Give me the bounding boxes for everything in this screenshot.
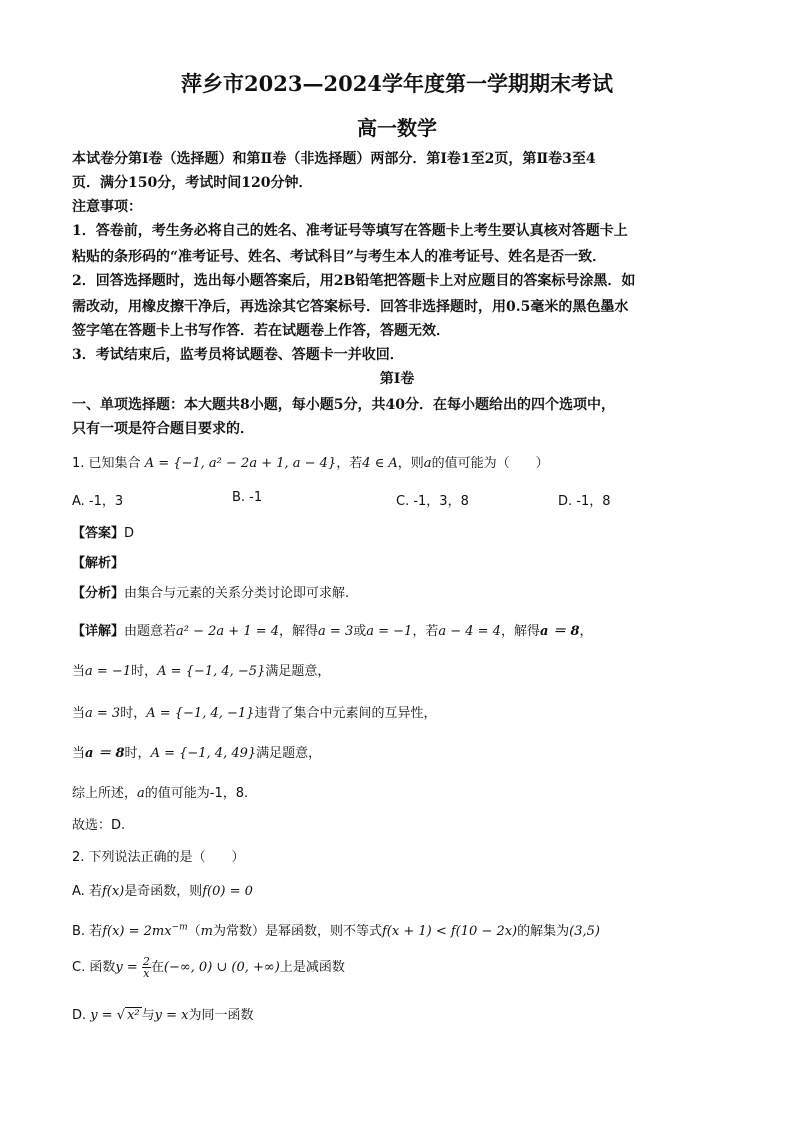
fraction — [142, 956, 151, 979]
text-fragment: 为同一函数 — [188, 1008, 254, 1023]
sqrt-sign: √ — [116, 1008, 126, 1023]
equation: y = — [90, 1008, 113, 1023]
numerator: 2 — [142, 955, 150, 968]
text-fragment: 的解集为 — [517, 924, 570, 939]
text-fragment: 时， — [124, 746, 151, 761]
text-fragment: D. — [72, 1008, 91, 1023]
q1-summary — [72, 782, 248, 801]
notice-item: 2．回答选择题时，选出每小题答案后，用2B铅笔把答题卡上对应题目的答案标号涂黑．如 — [72, 273, 636, 289]
text-fragment: B. 若 — [72, 924, 103, 939]
radicand: x² — [127, 1008, 140, 1023]
equation: (3,5) — [569, 924, 600, 939]
text-fragment: A. 若 — [72, 884, 102, 899]
q2-option-d — [72, 1004, 254, 1023]
q1-suffix: ，则 — [397, 456, 424, 471]
equation: a − 4 = 4 — [438, 624, 501, 639]
equation: a = 3 — [85, 706, 121, 721]
q1-choice: 故选：D. — [72, 818, 126, 833]
equation: f(x + 1) < f(10 − 2x) — [382, 924, 518, 939]
q1-cond: 4 ∈ A — [362, 456, 398, 471]
text-fragment: 的值可能为-1，8. — [144, 786, 249, 801]
q1-analysis-tag — [72, 552, 124, 571]
q2-option-a — [72, 880, 253, 899]
part-heading: 只有一项是符合题目要求的． — [72, 421, 254, 437]
equation: f(x) — [101, 884, 125, 899]
text-fragment: 当 — [72, 746, 86, 761]
notice-item: 需改动，用橡皮擦干净后，再选涂其它答案标号．回答非选择题时，用0.5毫米的黑色墨水 — [72, 299, 629, 315]
section-title: 第Ⅰ卷 — [379, 371, 415, 387]
notice-item: 签字笔在答题卡上书写作答．若在试题卷上作答，答题无效． — [72, 323, 450, 339]
q2-stem: 2. 下列说法正确的是（ ） — [72, 850, 245, 865]
equation: y = x — [154, 1008, 189, 1023]
q1-fenxi — [72, 582, 349, 601]
answer-value: D — [124, 526, 135, 541]
exponent: −m — [171, 922, 188, 933]
equation: A = {−1, 4, −1} — [146, 706, 255, 721]
text-fragment: ，若 — [412, 624, 439, 639]
q1-case-3 — [72, 742, 321, 761]
text-fragment: 时， — [120, 706, 147, 721]
q1-answer — [72, 522, 134, 541]
notice-item: 3．考试结束后，监考员将试题卷、答题卡一并收回． — [72, 347, 404, 363]
text-fragment: C. 函数 — [72, 960, 116, 975]
analysis-tag: 【解析】 — [72, 556, 125, 571]
text-fragment: 时， — [131, 664, 158, 679]
q1-ask: 的值可能为（ ） — [431, 456, 549, 471]
q1-option-a: A. -1，3 — [72, 494, 124, 509]
equation: A = {−1, 4, 49} — [150, 746, 257, 761]
equation: m — [200, 924, 213, 939]
q1-option-b: B. -1 — [232, 490, 263, 505]
equation: a — [137, 786, 145, 801]
notice-heading: 注意事项： — [72, 199, 142, 215]
notice-item: 1．答卷前，考生务必将自己的姓名、准考证号等填写在答题卡上考生要认真核对答题卡上 — [72, 223, 628, 239]
xiangjie-tag: 【详解】 — [72, 624, 125, 639]
part-heading: 一、单项选择题：本大题共8小题，每小题5分，共40分．在每小题给出的四个选项中， — [72, 397, 615, 413]
equation: a = 3 — [318, 624, 354, 639]
q2-option-c — [72, 956, 345, 979]
text-fragment: 或 — [353, 624, 367, 639]
equation: a = −1 — [366, 624, 413, 639]
text-fragment: 上是减函数 — [279, 960, 345, 975]
fenxi-tag: 【分析】 — [72, 586, 125, 601]
text-fragment: ， — [579, 624, 593, 639]
q1-case-2 — [72, 702, 436, 721]
text-fragment: 当 — [72, 664, 86, 679]
equation: f(0) = 0 — [202, 884, 253, 899]
q1-option-c: C. -1，3，8 — [396, 494, 469, 509]
q1-case-1 — [72, 660, 330, 679]
intro-line: 页．满分150分，考试时间120分钟． — [72, 175, 313, 191]
text-fragment: 由题意若 — [124, 624, 177, 639]
q1-option-d: D. -1，8 — [558, 494, 611, 509]
exam-title: 萍乡市2023—2024学年度第一学期期末考试 — [181, 71, 613, 96]
equation: A = {−1, 4, −5} — [157, 664, 266, 679]
text-fragment: 为常数）是幂函数，则不等式 — [212, 924, 382, 939]
intro-line: 本试卷分第Ⅰ卷（选择题）和第Ⅱ卷（非选择题）两部分．第Ⅰ卷1至2页，第Ⅱ卷3至4 — [72, 151, 596, 167]
q1-prefix: 1. 已知集合 — [72, 456, 141, 471]
q1-set: A = {−1, a² − 2a + 1, a − 4} — [144, 456, 337, 471]
notice-item: 粘贴的条形码的“准考证号、姓名、考试科目”与考生本人的准考证号、姓名是否一致． — [72, 249, 607, 265]
text-fragment: 综上所述， — [72, 786, 138, 801]
denominator: x — [143, 967, 150, 980]
q1-var: a — [423, 456, 432, 471]
text-fragment: ，解得 — [500, 624, 540, 639]
equation: a ＝ 8 — [539, 624, 580, 639]
text-fragment: （ — [187, 924, 201, 939]
equation: (−∞, 0) ∪ (0, +∞) — [163, 960, 280, 975]
exam-subtitle: 高一数学 — [357, 116, 437, 140]
text-fragment: 与 — [141, 1008, 155, 1023]
fenxi-text: 由集合与元素的关系分类讨论即可求解. — [124, 586, 350, 601]
text-fragment: 在 — [150, 960, 164, 975]
text-fragment: 当 — [72, 706, 86, 721]
q1-stem — [72, 452, 549, 471]
equation: y = — [115, 960, 138, 975]
text-fragment: 满足题意， — [256, 746, 322, 761]
text-fragment: 满足题意， — [265, 664, 331, 679]
q1-cond-prefix: ，若 — [336, 456, 363, 471]
q2-option-b — [72, 920, 600, 939]
answer-tag: 【答案】 — [72, 526, 125, 541]
equation: a² − 2a + 1 = 4 — [176, 624, 280, 639]
text-fragment: 是奇函数，则 — [124, 884, 203, 899]
equation: a = −1 — [85, 664, 132, 679]
equation: f(x) = 2mx — [102, 924, 172, 939]
q1-xiangjie — [72, 620, 593, 639]
text-fragment: 违背了集合中元素间的互异性， — [254, 706, 437, 721]
equation: a ＝ 8 — [85, 746, 125, 761]
text-fragment: ，解得 — [279, 624, 319, 639]
